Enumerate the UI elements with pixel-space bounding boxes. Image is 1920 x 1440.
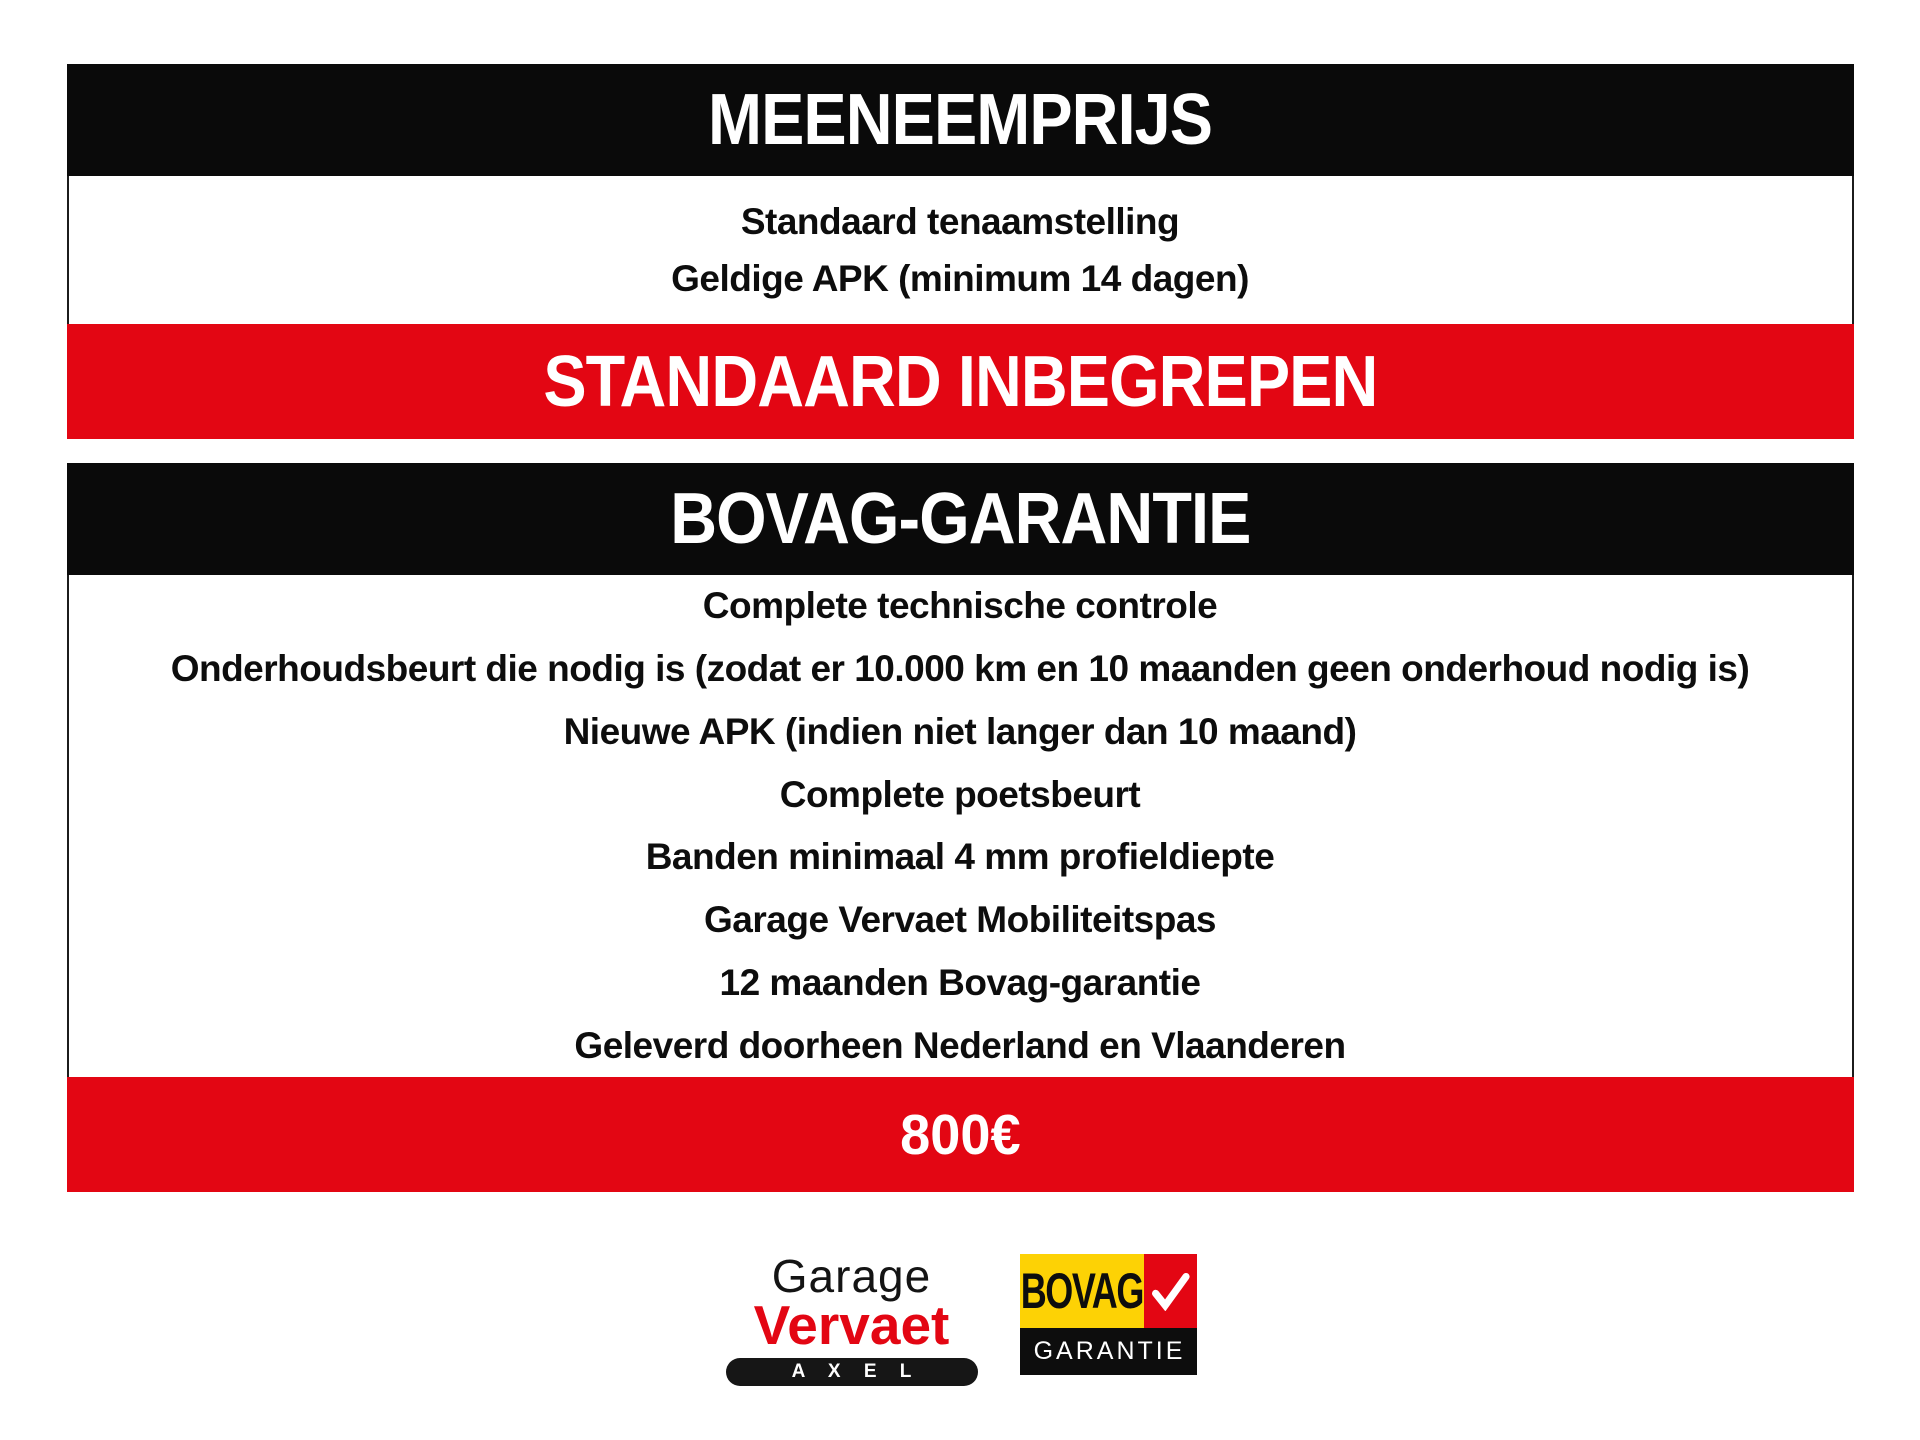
bovag-line: Garage Vervaet Mobiliteitspas <box>704 899 1216 941</box>
bovag-line: Nieuwe APK (indien niet langer dan 10 maand) <box>563 710 1357 752</box>
bovag-line: Geleverd doorheen Nederland en Vlaanderen <box>574 1024 1346 1066</box>
standaard-inbegrepen-label: STANDAARD INBEGREPEN <box>542 341 1378 422</box>
bovag-garantie-body <box>67 575 1854 1077</box>
price-banner <box>67 1077 1854 1192</box>
bovag-line: Banden minimaal 4 mm profieldiepte <box>645 836 1275 878</box>
bovag-logo-brand-cell <box>1020 1254 1144 1328</box>
standaard-inbegrepen-banner <box>67 324 1854 439</box>
footer-logos <box>0 1250 1920 1386</box>
check-icon <box>1144 1254 1197 1328</box>
bovag-garantie-card <box>67 463 1854 1192</box>
bovag-garantie-header-bar <box>67 463 1854 575</box>
price-value: 800€ <box>899 1102 1021 1167</box>
garage-vervaet-logo <box>724 1250 980 1386</box>
bovag-line: Complete technische controle <box>702 585 1218 627</box>
section-divider <box>0 439 1920 463</box>
bovag-line: Onderhoudsbeurt die nodig is (zodat er 10.000 km en 10 maanden geen onderhoud nodig is) <box>170 648 1750 690</box>
vervaet-logo-garage-text: Garage <box>771 1250 932 1302</box>
bovag-line: 12 maanden Bovag-garantie <box>719 961 1201 1003</box>
vervaet-logo-axel-badge: A X E L <box>726 1358 978 1386</box>
bovag-garantie-logo <box>1020 1254 1197 1375</box>
bovag-logo-garantie-text: GARANTIE <box>1020 1328 1197 1375</box>
bovag-line: Complete poetsbeurt <box>779 773 1141 815</box>
meeneemprijs-title: MEENEEMPRIJS <box>707 80 1213 160</box>
meeneemprijs-card <box>67 0 1854 439</box>
vervaet-logo-name-text: Vervaet <box>753 1294 950 1356</box>
meeneemprijs-header-bar <box>67 64 1854 176</box>
bovag-logo-top <box>1020 1254 1197 1328</box>
bovag-logo-brand-text: BOVAG <box>1020 1263 1143 1319</box>
meeneemprijs-line: Standaard tenaamstelling <box>740 201 1180 242</box>
bovag-garantie-title: BOVAG-GARANTIE <box>669 479 1251 559</box>
meeneemprijs-body <box>67 176 1854 324</box>
meeneemprijs-line: Geldige APK (minimum 14 dagen) <box>671 258 1249 299</box>
